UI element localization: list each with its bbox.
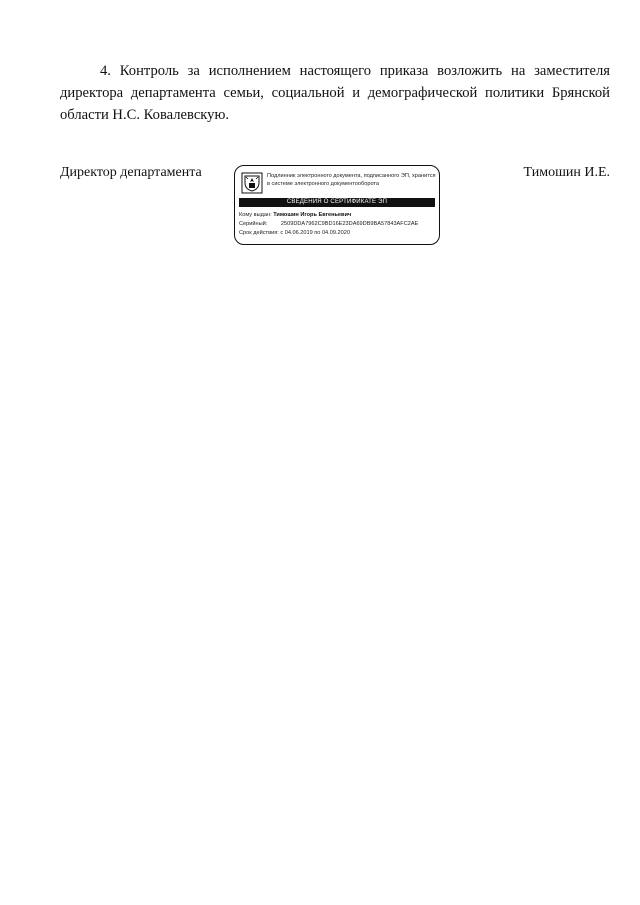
signer-name: Тимошин И.Е.	[523, 165, 610, 180]
serial-label: Серийный:	[239, 221, 268, 227]
signer-title: Директор департамента	[60, 165, 202, 180]
stamp-validity: Срок действия: с 04.06.2019 по 04.09.2020	[239, 230, 350, 236]
e-signature-stamp	[234, 165, 440, 245]
coat-of-arms-icon	[241, 172, 263, 194]
stamp-issued-to	[239, 211, 351, 219]
issued-to-label: Кому выдан:	[239, 212, 272, 218]
issued-to-value: Тимошин Игорь Евгеньевич	[273, 212, 352, 218]
stamp-notice: Подлинник электронного документа, подписанного ЭП, хранится в системе электронного документооборота	[267, 173, 436, 187]
paragraph-text: 4. Контроль за исполнением настоящего приказа возложить на заместителя директора департамента семьи, социальной и демографической политики Брянской области Н.С. Ковалевскую.	[60, 63, 610, 123]
stamp-banner: СВЕДЕНИЯ О СЕРТИФИКАТЕ ЭП	[239, 198, 435, 207]
stamp-serial	[239, 220, 418, 228]
serial-value: 2509DDA7962C9BD16E23DA69DB9BA57843AFC2AE	[280, 221, 419, 227]
order-paragraph	[60, 60, 610, 126]
